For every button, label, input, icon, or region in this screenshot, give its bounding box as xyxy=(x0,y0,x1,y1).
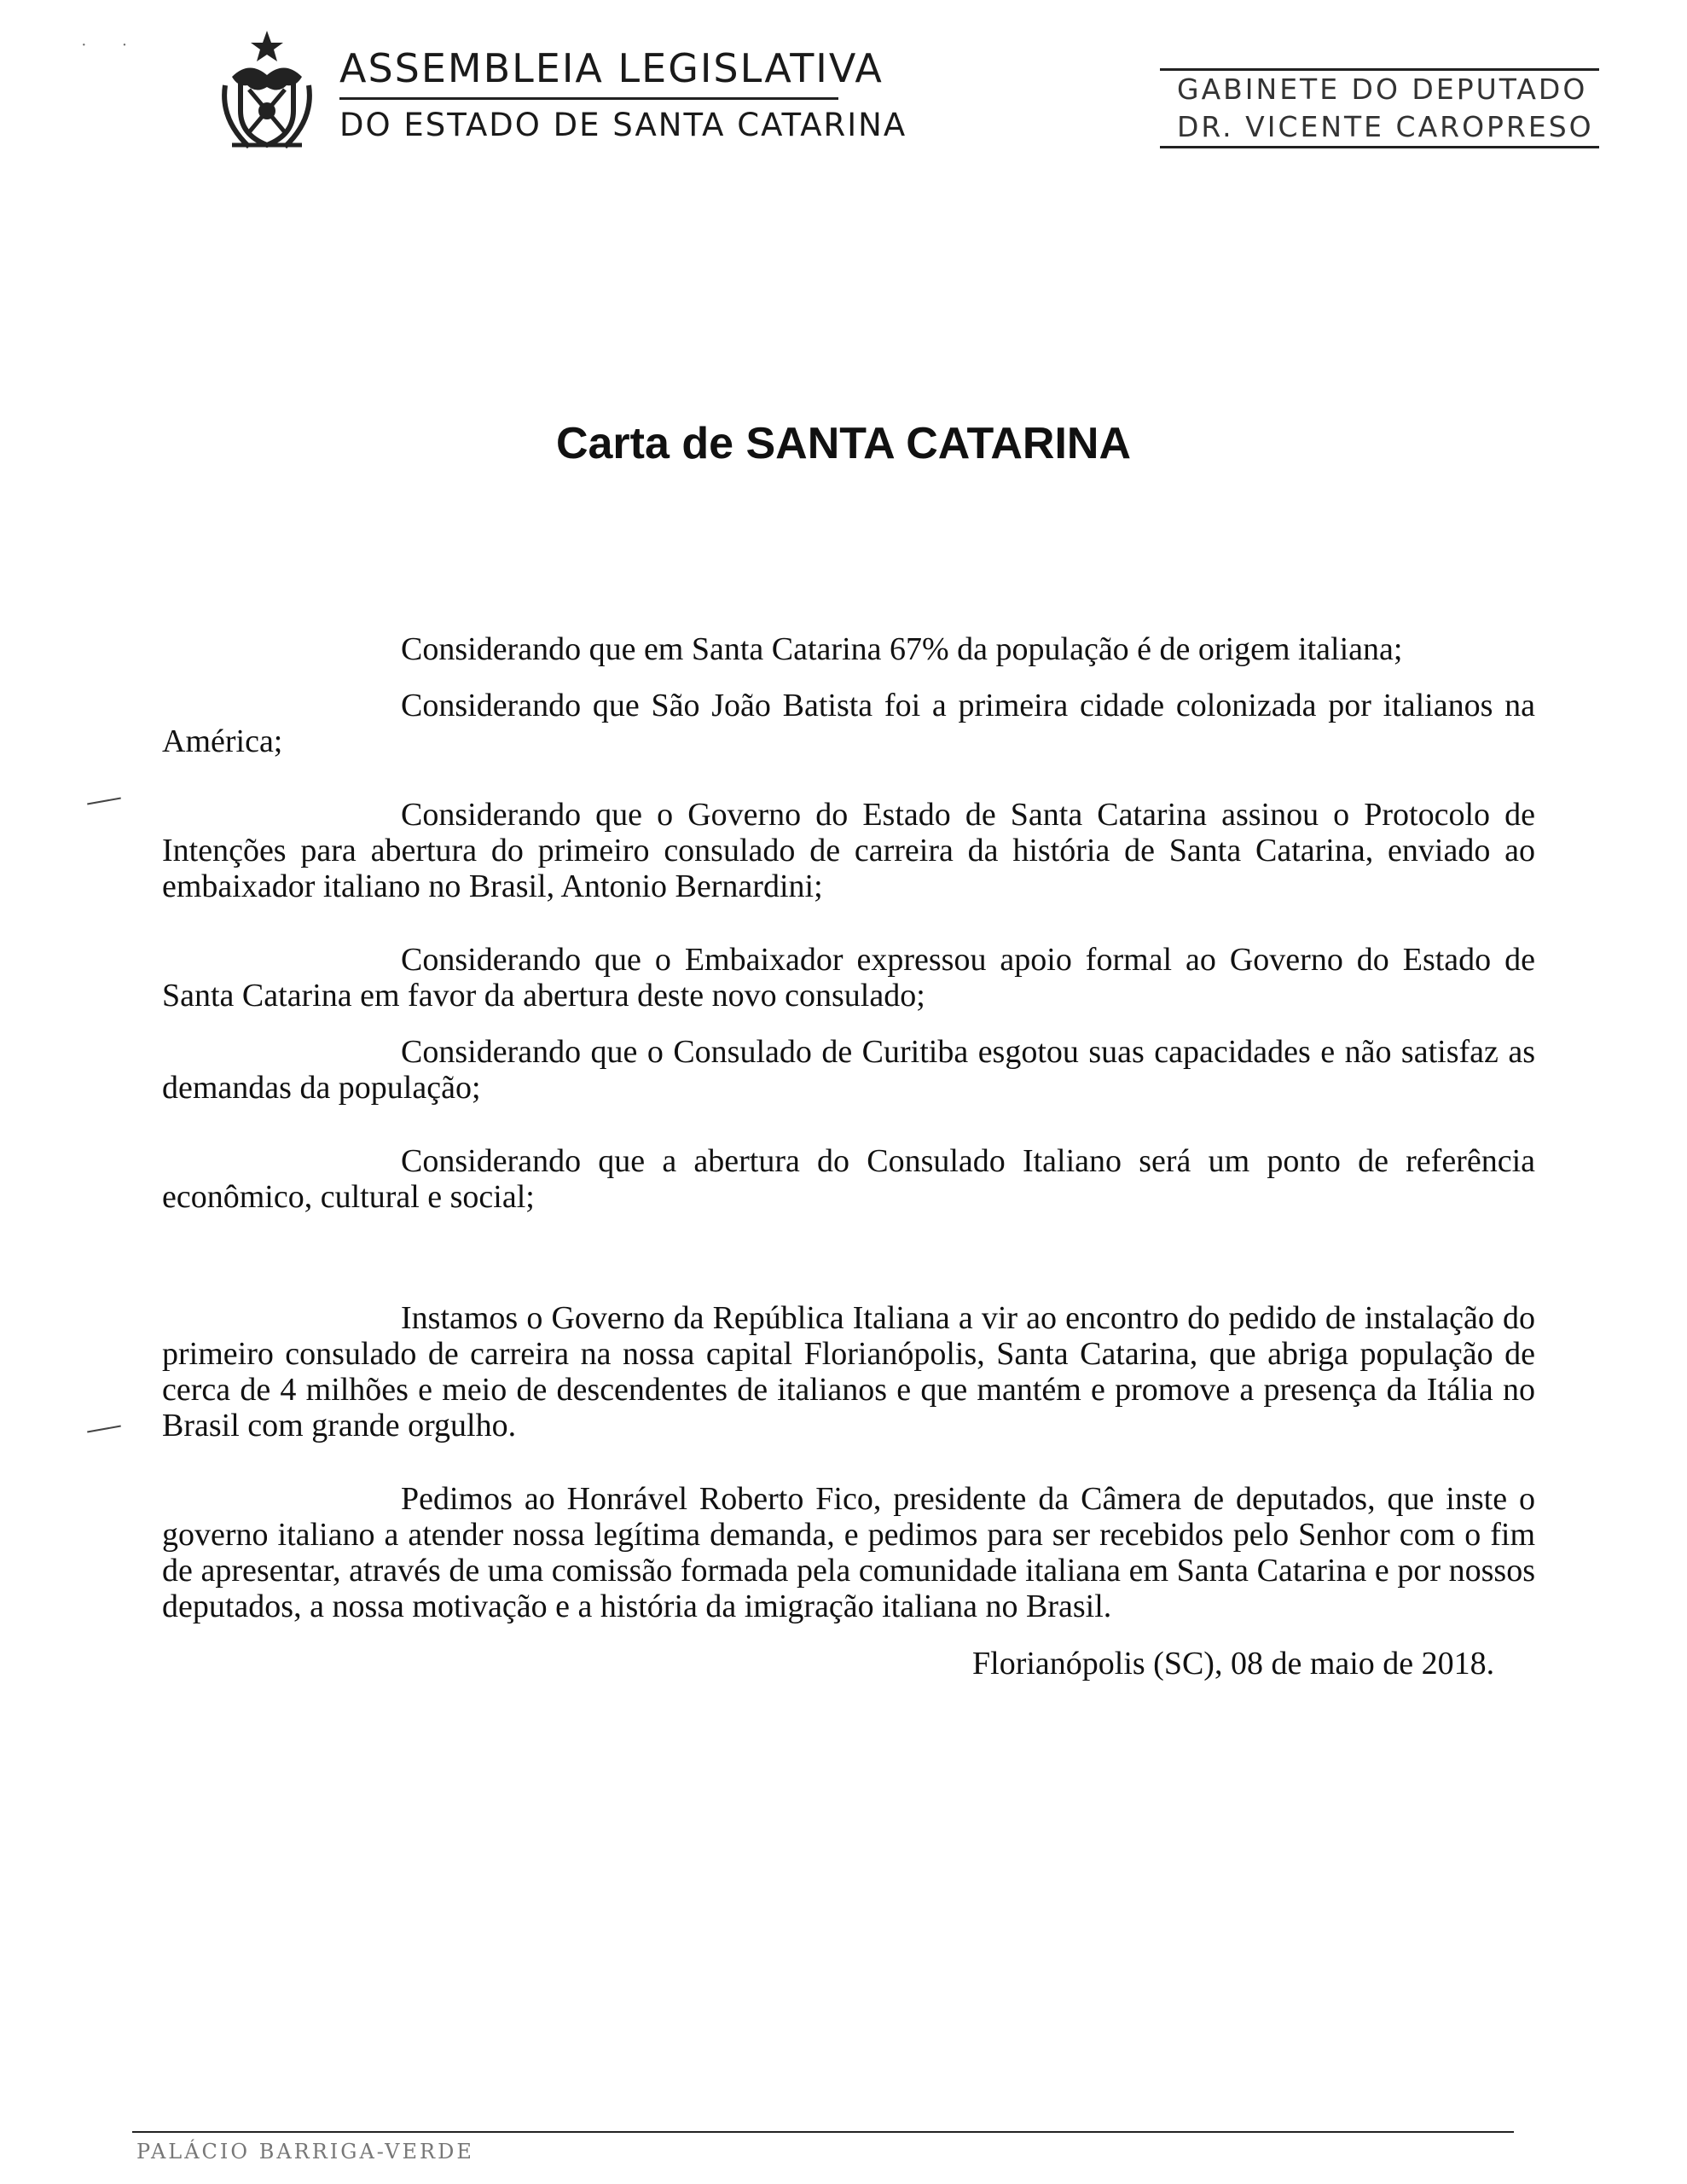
footer-divider xyxy=(132,2131,1514,2133)
assembly-name: ASSEMBLEIA LEGISLATIVA xyxy=(339,45,884,91)
consideration-paragraph: Considerando que o Governo do Estado de Santa Catarina assinou o Protocolo de Intenções para abertura do primeiro consulado de carreira da história de Santa Catarina, enviado ao embaixador italiano no Brasil, Antonio Bernardini; xyxy=(162,797,1535,904)
consideration-paragraph: Considerando que o Embaixador expressou apoio formal ao Governo do Estado de Santa Catarina em favor da abertura deste novo consulado; xyxy=(162,942,1535,1014)
scan-artifact: · · xyxy=(81,36,143,55)
state-coat-of-arms-icon xyxy=(215,26,319,154)
request-paragraph: Instamos o Governo da República Italiana a vir ao encontro do pedido de instalação do primeiro consulado de carreira na nossa capital Florianópolis, Santa Catarina, que abriga população de cerca de 4 milhões e meio de descendentes de italianos e que mantém e promove a presença da Itália no Brasil com grande orgulho. xyxy=(162,1300,1535,1443)
scan-mark xyxy=(87,798,121,805)
scan-mark xyxy=(87,1426,121,1433)
dateline: Florianópolis (SC), 08 de maio de 2018. xyxy=(972,1646,1495,1682)
consideration-paragraph: Considerando que o Consulado de Curitiba esgotou suas capacidades e não satisfaz as demandas da população; xyxy=(162,1034,1535,1106)
consideration-paragraph: Considerando que São João Batista foi a primeira cidade colonizada por italianos na América; xyxy=(162,688,1535,759)
assembly-header xyxy=(339,44,907,144)
cabinet-header xyxy=(1160,68,1603,148)
assembly-divider xyxy=(339,97,838,100)
letter-title: Carta de SANTA CATARINA xyxy=(555,419,1132,468)
footer-address: PALÁCIO BARRIGA-VERDE xyxy=(136,2140,474,2164)
assembly-state: DO ESTADO DE SANTA CATARINA xyxy=(339,107,907,143)
cabinet-line1: GABINETE DO DEPUTADO xyxy=(1177,73,1588,106)
cabinet-line2: DR. VICENTE CAROPRESO xyxy=(1177,110,1594,143)
cabinet-bottom-rule xyxy=(1160,146,1599,148)
letter-body xyxy=(162,631,1535,1624)
consideration-paragraph: Considerando que em Santa Catarina 67% da população é de origem italiana; xyxy=(401,631,1403,667)
request-paragraph: Pedimos ao Honrável Roberto Fico, presidente da Câmera de deputados, que inste o governo italiano a atender nossa legítima demanda, e pedimos para ser recebidos pelo Senhor com o fim de apresentar, através de uma comissão formada pela comunidade italiana em Santa Catarina e por nossos deputados, a nossa motivação e a história da imigração italiana no Brasil. xyxy=(162,1481,1535,1624)
consideration-paragraph: Considerando que a abertura do Consulado Italiano será um ponto de referência econômico, cultural e social; xyxy=(162,1143,1535,1215)
